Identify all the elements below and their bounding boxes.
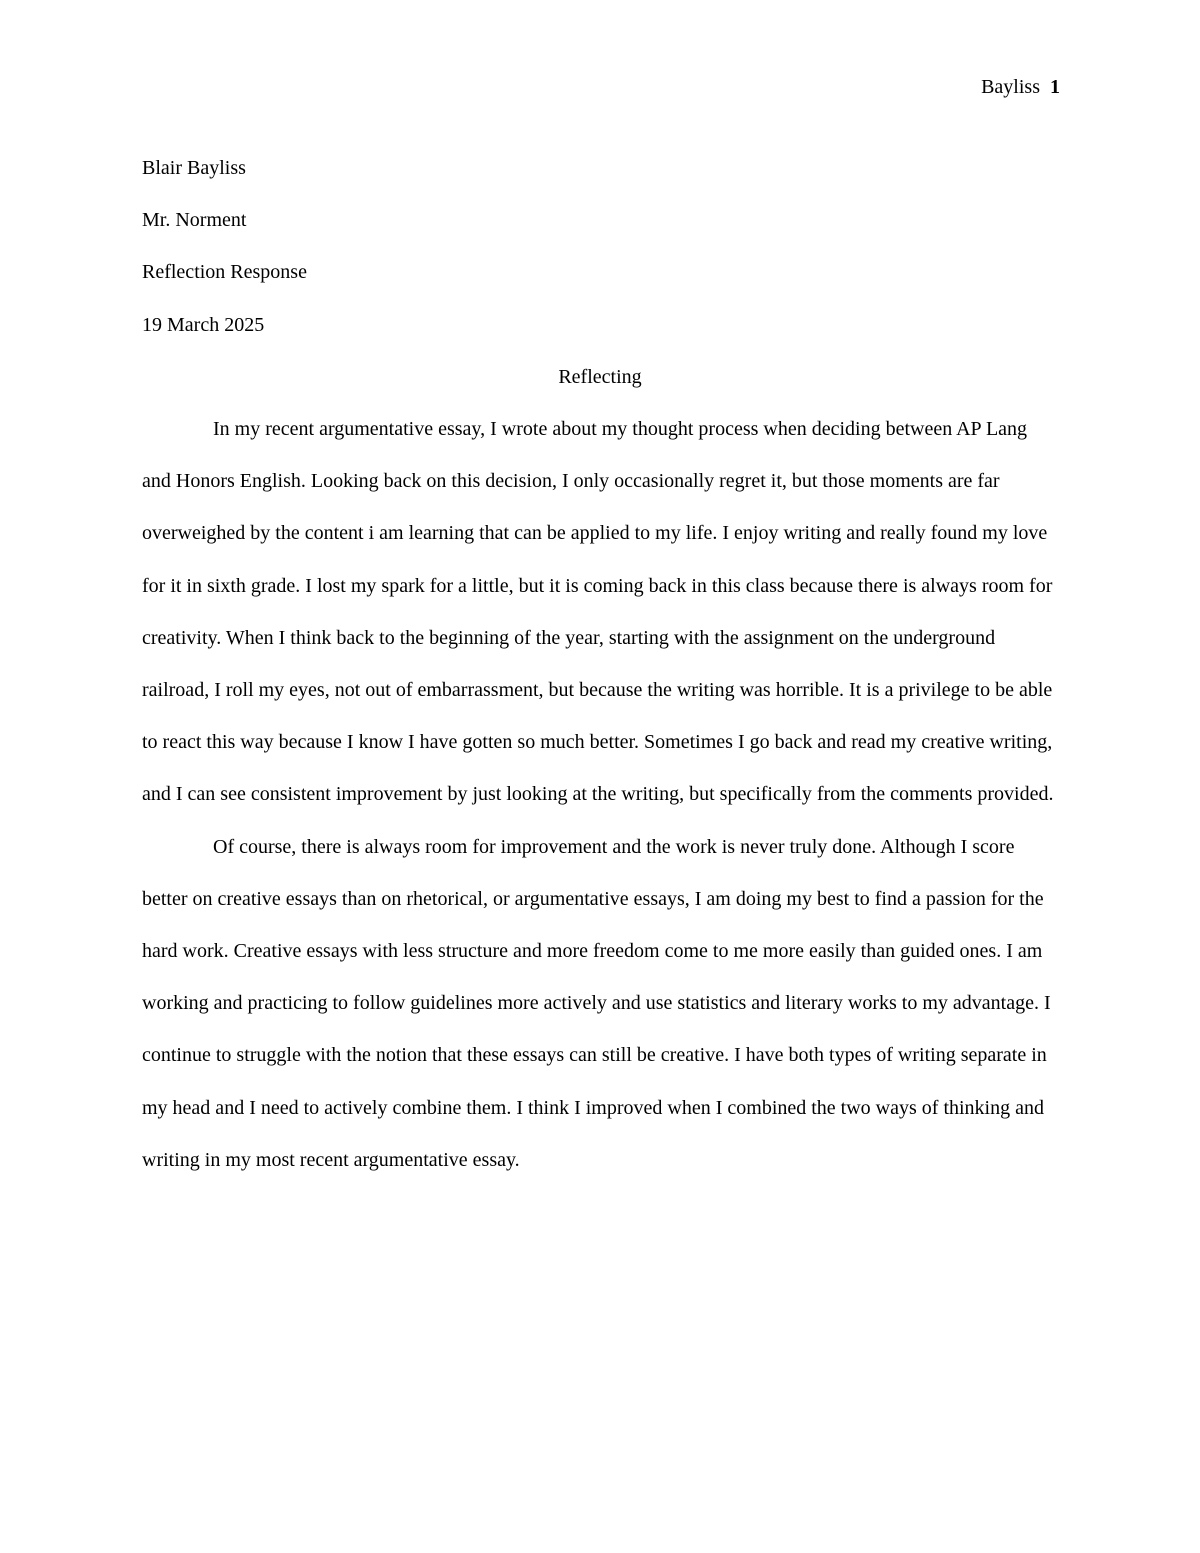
submission-date: 19 March 2025 (142, 313, 265, 336)
body-paragraph-2: Of course, there is always room for improvement and the work is never truly done. Although I score better on creative essays than on rhetorical, or argumentative essays, I am doing my best to find a passion for the hard work. Creative essays with less structure and more freedom come to me more easily than guided ones. I am working and practicing to follow guidelines more actively and use statistics and literary works to my advantage. I continue to struggle with the notion that these essays can still be creative. I have both types of writing separate in my head and I need to actively combine them. I think I improved when I combined the two ways of thinking and writing in my most recent argumentative essay. (142, 835, 1051, 1171)
essay-title: Reflecting (558, 365, 642, 388)
document-body (142, 142, 1058, 1186)
student-name: Blair Bayliss (142, 157, 246, 179)
header-author-surname: Bayliss (981, 76, 1040, 98)
assignment-name: Reflection Response (142, 261, 307, 284)
body-paragraph-1: In my recent argumentative essay, I wrote about my thought process when deciding between AP Lang and Honors English. Looking back on this decision, I only occasionally regret it, but those moments are far overweighed by the content i am learning that can be applied to my life. I enjoy writing and really found my love for it in sixth grade. I lost my spark for a little, but it is coming back in this class because there is always room for creativity. When I think back to the beginning of the year, starting with the assignment on the underground railroad, I roll my eyes, not out of embarrassment, but because the writing was horrible. It is a privilege to be able to react this way because I know I have gotten so much better. Sometimes I go back and read my creative writing, and I can see consistent improvement by just looking at the writing, but specifically from the comments provided. (142, 418, 1054, 806)
instructor-name: Mr. Norment (142, 209, 247, 232)
header-page-number: 1 (1050, 76, 1060, 98)
running-header (981, 74, 1060, 100)
